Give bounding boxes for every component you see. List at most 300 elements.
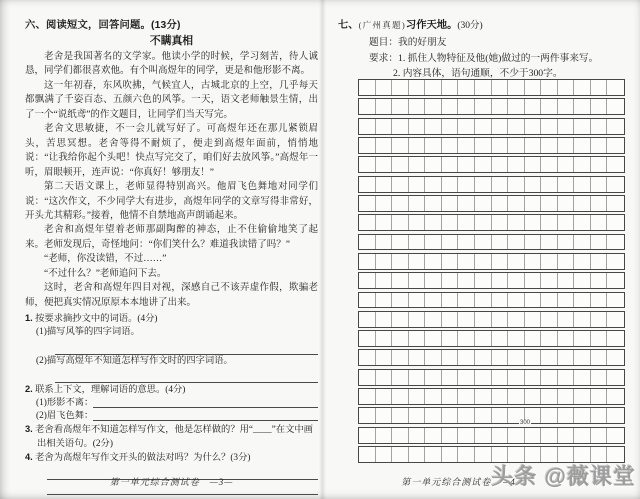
writing-grid-cell: [376, 215, 393, 230]
writing-grid-row: [358, 156, 625, 173]
writing-grid-cell: [607, 177, 624, 192]
writing-grid-cell: [458, 157, 475, 172]
writing-grid-cell: [409, 447, 426, 462]
writing-grid-cell: [574, 235, 591, 250]
writing-grid-cell: [376, 350, 393, 365]
writing-grid-cell: [359, 428, 376, 443]
writing-grid-cell: [425, 157, 442, 172]
writing-grid-cell: [508, 138, 525, 153]
writing-grid-cell: [425, 99, 442, 114]
question-2: 2. 联系上下文，理解词语的意思。(4分): [25, 383, 186, 395]
writing-grid-row: [358, 272, 625, 289]
writing-grid-cell: [376, 196, 393, 211]
writing-grid-row: [358, 349, 625, 366]
writing-grid-cell: [591, 196, 608, 211]
writing-grid-cell: [508, 273, 525, 288]
writing-grid-cell: [525, 254, 542, 269]
writing-grid-cell: [558, 331, 575, 346]
writing-grid-cell: [376, 312, 393, 327]
writing-grid-cell: [525, 428, 542, 443]
writing-grid-cell: [376, 157, 393, 172]
writing-grid-cell: [541, 370, 558, 385]
writing-grid-cell: [508, 80, 525, 95]
writing-grid-cell: [359, 447, 376, 462]
writing-grid-cell: [541, 215, 558, 230]
writing-grid-cell: [376, 408, 393, 423]
writing-grid-cell: [607, 428, 624, 443]
writing-grid: [358, 79, 625, 463]
writing-grid-cell: [525, 196, 542, 211]
writing-grid-cell: [475, 215, 492, 230]
writing-grid-cell: [492, 408, 509, 423]
writing-grid-cell: [525, 235, 542, 250]
writing-grid-cell: [558, 119, 575, 134]
writing-grid-cell: [607, 196, 624, 211]
writing-grid-cell: [359, 119, 376, 134]
writing-grid-cell: [574, 273, 591, 288]
writing-grid-cell: [574, 80, 591, 95]
question-4: 4. 老舍为高煜年写作文开头的做法对吗？为什么？(3分): [25, 451, 251, 463]
passage-paragraph: “不过什么？”老师追问下去。: [44, 268, 167, 279]
answer-blank-line: [55, 368, 318, 383]
writing-grid-cell: [541, 428, 558, 443]
writing-grid-cell: [458, 447, 475, 462]
passage-paragraph: “老师，你没读错，不过……”: [44, 254, 167, 265]
writing-grid-cell: [442, 331, 459, 346]
writing-grid-cell: [541, 235, 558, 250]
writing-grid-cell: [392, 99, 409, 114]
answer-blank-inline: [93, 410, 318, 421]
writing-grid-cell: [475, 254, 492, 269]
writing-grid-cell: [458, 254, 475, 269]
writing-grid-cell: [558, 254, 575, 269]
writing-grid-cell: [541, 157, 558, 172]
writing-grid-cell: [458, 273, 475, 288]
writing-grid-cell: [508, 254, 525, 269]
writing-grid-cell: [508, 119, 525, 134]
writing-grid-cell: [591, 80, 608, 95]
writing-grid-cell: [409, 408, 426, 423]
writing-grid-row: [358, 98, 625, 115]
writing-grid-cell: [591, 119, 608, 134]
writing-grid-cell: [425, 177, 442, 192]
writing-grid-cell: [492, 177, 509, 192]
writing-grid-cell: [392, 177, 409, 192]
writing-grid-cell: [425, 235, 442, 250]
writing-grid-cell: [558, 350, 575, 365]
page-footer-right: 第一单元综合测试卷 —4—: [401, 477, 525, 487]
writing-grid-cell: [574, 408, 591, 423]
writing-grid-cell: [359, 273, 376, 288]
writing-grid-cell: [607, 389, 624, 404]
writing-grid-cell: [591, 138, 608, 153]
writing-grid-row: [358, 311, 625, 328]
writing-grid-cell: [574, 254, 591, 269]
writing-grid-cell: [525, 293, 542, 308]
writing-grid-cell: [558, 428, 575, 443]
writing-grid-cell: [607, 215, 624, 230]
writing-grid-cell: [591, 157, 608, 172]
writing-grid-cell: [392, 254, 409, 269]
writing-grid-cell: [409, 119, 426, 134]
writing-grid-cell: [525, 157, 542, 172]
writing-grid-cell: [475, 447, 492, 462]
writing-grid-cell: [541, 273, 558, 288]
writing-grid-cell: [376, 428, 393, 443]
writing-grid-cell: [508, 215, 525, 230]
writing-grid-cell: [409, 138, 426, 153]
writing-grid-cell: [409, 196, 426, 211]
writing-grid-cell: [508, 428, 525, 443]
writing-grid-area: [358, 79, 625, 463]
writing-grid-cell: [607, 312, 624, 327]
writing-grid-cell: [607, 157, 624, 172]
writing-grid-cell: [442, 254, 459, 269]
answer-blank-inline: [93, 397, 318, 408]
writing-grid-cell: [591, 254, 608, 269]
question-1-item-1: (1)描写风筝的四字词语。: [36, 327, 140, 338]
writing-grid-cell: [525, 273, 542, 288]
writing-grid-cell: [475, 196, 492, 211]
writing-grid-cell: [492, 254, 509, 269]
writing-grid-cell: [574, 99, 591, 114]
passage-paragraph: 第二天语文课上，老师显得特别高兴。他眉飞色舞地对同学们说：“这次作文，不少同学大有进步，高煜年同学的文章写得非常好，开头尤其精彩。”接着，他情不自禁地高声朗诵起来。: [25, 182, 318, 221]
writing-grid-cell: [359, 138, 376, 153]
writing-grid-cell: [458, 138, 475, 153]
writing-grid-cell: [475, 331, 492, 346]
writing-grid-cell: [591, 408, 608, 423]
writing-grid-cell: [492, 331, 509, 346]
writing-grid-cell: [525, 119, 542, 134]
passage-paragraph: 这时，老舍和高煜年四目对视，深感自己不该弄虚作假，欺骗老师，便把真实情况原原本本地讲了出来。: [25, 283, 318, 308]
writing-grid-cell: [558, 99, 575, 114]
writing-grid-cell: [425, 80, 442, 95]
writing-grid-cell: [508, 389, 525, 404]
writing-grid-cell: [591, 331, 608, 346]
writing-grid-cell: [376, 235, 393, 250]
writing-grid-cell: [475, 119, 492, 134]
writing-grid-cell: [525, 389, 542, 404]
writing-grid-cell: [409, 177, 426, 192]
writing-grid-cell: [409, 254, 426, 269]
writing-grid-cell: [574, 370, 591, 385]
writing-grid-cell: [541, 293, 558, 308]
writing-grid-cell: [392, 293, 409, 308]
writing-grid-cell: [475, 370, 492, 385]
writing-grid-cell: [475, 389, 492, 404]
writing-grid-cell: [392, 408, 409, 423]
writing-grid-cell: [425, 196, 442, 211]
writing-grid-cell: [525, 215, 542, 230]
writing-grid-cell: [409, 99, 426, 114]
writing-grid-cell: [508, 235, 525, 250]
writing-grid-cell: [359, 235, 376, 250]
writing-grid-row: [358, 234, 625, 251]
writing-grid-cell: [425, 119, 442, 134]
writing-grid-cell: [558, 235, 575, 250]
writing-grid-cell: [574, 312, 591, 327]
composition-requirement-1: 要求：1. 抓住人物特征及他(她)做过的一两件事来写。: [369, 53, 599, 64]
writing-grid-cell: [475, 350, 492, 365]
writing-grid-cell: [475, 312, 492, 327]
writing-grid-cell: [574, 177, 591, 192]
writing-grid-cell: [409, 80, 426, 95]
writing-grid-cell: [541, 177, 558, 192]
writing-grid-cell: [425, 370, 442, 385]
writing-grid-cell: [458, 80, 475, 95]
writing-grid-cell: [558, 157, 575, 172]
writing-grid-cell: [541, 331, 558, 346]
writing-grid-cell: [425, 408, 442, 423]
writing-grid-cell: [607, 331, 624, 346]
writing-grid-row: [358, 427, 625, 444]
writing-grid-cell: [574, 138, 591, 153]
page-right: [323, 0, 640, 499]
writing-grid-cell: [475, 293, 492, 308]
writing-grid-cell: [425, 389, 442, 404]
composition-requirement-2: 2. 内容具体，语句通顺，不少于300字。: [393, 68, 563, 79]
writing-grid-cell: [492, 273, 509, 288]
section-6-heading: 六、阅读短文，回答问题。(13分): [25, 20, 181, 31]
writing-grid-row: [358, 137, 625, 154]
writing-grid-cell: [492, 119, 509, 134]
writing-grid-cell: [607, 370, 624, 385]
writing-grid-cell: [376, 80, 393, 95]
writing-grid-cell: [392, 312, 409, 327]
writing-grid-cell: [574, 293, 591, 308]
writing-grid-cell: [442, 99, 459, 114]
writing-grid-cell: [508, 370, 525, 385]
writing-grid-cell: [574, 157, 591, 172]
writing-grid-cell: [525, 99, 542, 114]
writing-grid-cell: [458, 99, 475, 114]
writing-grid-cell: [376, 254, 393, 269]
writing-grid-cell: [525, 138, 542, 153]
writing-grid-cell: [607, 99, 624, 114]
writing-grid-cell: [425, 254, 442, 269]
writing-grid-cell: [492, 428, 509, 443]
writing-grid-cell: [392, 273, 409, 288]
writing-grid-cell: [475, 157, 492, 172]
writing-grid-cell: [359, 389, 376, 404]
question-1-item-2: (2)描写高煜年不知道怎样写作文时的四字词语。: [36, 355, 233, 366]
writing-grid-cell: [409, 428, 426, 443]
writing-grid-cell: [359, 196, 376, 211]
writing-grid-cell: [359, 177, 376, 192]
writing-grid-cell: [558, 80, 575, 95]
writing-grid-cell: [442, 447, 459, 462]
writing-grid-cell: [525, 312, 542, 327]
writing-grid-cell: [392, 80, 409, 95]
writing-grid-cell: [558, 273, 575, 288]
writing-grid-cell: [458, 312, 475, 327]
page-footer-left: 第一单元综合测试卷 —3—: [109, 477, 234, 487]
writing-grid-cell: [442, 312, 459, 327]
writing-grid-cell: [492, 389, 509, 404]
writing-grid-cell: [541, 196, 558, 211]
writing-grid-cell: [359, 293, 376, 308]
writing-grid-cell: [458, 293, 475, 308]
writing-grid-cell: [558, 370, 575, 385]
writing-grid-row: [358, 388, 625, 405]
writing-grid-cell: [392, 370, 409, 385]
writing-grid-cell: [442, 177, 459, 192]
writing-grid-cell: [425, 447, 442, 462]
writing-grid-cell: [525, 177, 542, 192]
writing-grid-cell: [409, 235, 426, 250]
writing-grid-cell: [492, 312, 509, 327]
writing-grid-cell: [359, 331, 376, 346]
writing-grid-cell: [392, 119, 409, 134]
writing-grid-cell: [508, 350, 525, 365]
char-count-marker: 300: [520, 420, 531, 426]
writing-grid-cell: [359, 157, 376, 172]
writing-grid-cell: [492, 99, 509, 114]
writing-grid-cell: [376, 389, 393, 404]
writing-grid-cell: [376, 273, 393, 288]
writing-grid-cell: [458, 350, 475, 365]
writing-grid-cell: [409, 350, 426, 365]
writing-grid-cell: [492, 157, 509, 172]
writing-grid-cell: [525, 331, 542, 346]
writing-grid-cell: [392, 235, 409, 250]
writing-grid-cell: [492, 138, 509, 153]
writing-grid-row: [358, 369, 625, 386]
writing-grid-cell: [558, 312, 575, 327]
writing-grid-row: [358, 253, 625, 270]
passage-paragraph: 老舍是我国著名的文学家。他读小学的时候，学习刻苦，待人诚恳，同学们都很喜欢他。有个叫高煜年的同学，更是和他形影不离。: [25, 52, 318, 77]
writing-grid-cell: [508, 293, 525, 308]
writing-grid-cell: [458, 370, 475, 385]
passage-title: 不瞒真相: [149, 35, 194, 47]
writing-grid-cell: [558, 389, 575, 404]
writing-grid-cell: [558, 293, 575, 308]
writing-grid-cell: [376, 370, 393, 385]
section-7-heading: 七、(广州真题)习作天地。(30分): [338, 20, 483, 31]
writing-grid-cell: [508, 177, 525, 192]
writing-grid-cell: [558, 215, 575, 230]
composition-topic: 题目：我的好朋友: [369, 37, 447, 48]
writing-grid-cell: [458, 235, 475, 250]
writing-grid-cell: [591, 177, 608, 192]
writing-grid-cell: [574, 119, 591, 134]
writing-grid-cell: [541, 408, 558, 423]
writing-grid-cell: [409, 157, 426, 172]
writing-grid-cell: [607, 293, 624, 308]
question-1: 1. 按要求摘抄文中的词语。(4分): [25, 313, 158, 325]
writing-grid-row: [358, 118, 625, 135]
writing-grid-cell: [359, 99, 376, 114]
writing-grid-cell: [475, 408, 492, 423]
writing-grid-cell: [492, 215, 509, 230]
writing-grid-row: [358, 330, 625, 347]
writing-grid-cell: [409, 215, 426, 230]
writing-grid-cell: [508, 196, 525, 211]
writing-grid-cell: [508, 157, 525, 172]
question-3: 3. 老舍看高煜年不知道怎样写作文，他是怎样做的？用“____”在文中画出相关语句。(2分): [25, 424, 313, 449]
writing-grid-cell: [359, 312, 376, 327]
writing-grid-cell: [541, 350, 558, 365]
writing-grid-cell: [475, 99, 492, 114]
writing-grid-cell: [442, 80, 459, 95]
writing-grid-cell: [458, 177, 475, 192]
writing-grid-cell: [442, 293, 459, 308]
writing-grid-cell: [359, 408, 376, 423]
writing-grid-cell: [458, 389, 475, 404]
writing-grid-cell: [458, 119, 475, 134]
writing-grid-cell: [425, 215, 442, 230]
writing-grid-cell: [558, 138, 575, 153]
writing-grid-cell: [591, 370, 608, 385]
writing-grid-cell: [607, 408, 624, 423]
writing-grid-cell: [541, 254, 558, 269]
writing-grid-cell: [508, 312, 525, 327]
writing-grid-cell: [525, 370, 542, 385]
writing-grid-cell: [409, 293, 426, 308]
writing-grid-cell: [425, 331, 442, 346]
writing-grid-cell: [425, 312, 442, 327]
writing-grid-cell: [392, 196, 409, 211]
writing-grid-cell: [442, 235, 459, 250]
writing-grid-cell: [359, 254, 376, 269]
writing-grid-cell: [458, 196, 475, 211]
writing-grid-cell: [591, 389, 608, 404]
writing-grid-cell: [376, 119, 393, 134]
writing-grid-cell: [442, 215, 459, 230]
writing-grid-cell: [442, 370, 459, 385]
writing-grid-cell: [475, 235, 492, 250]
writing-grid-cell: [359, 215, 376, 230]
writing-grid-cell: [442, 389, 459, 404]
writing-grid-cell: [442, 350, 459, 365]
writing-grid-cell: [458, 428, 475, 443]
writing-grid-cell: [591, 428, 608, 443]
writing-grid-cell: [376, 99, 393, 114]
writing-grid-cell: [492, 350, 509, 365]
writing-grid-cell: [492, 235, 509, 250]
writing-grid-cell: [492, 196, 509, 211]
writing-grid-cell: [392, 215, 409, 230]
writing-grid-cell: [508, 331, 525, 346]
writing-grid-cell: [541, 119, 558, 134]
writing-grid-cell: [558, 408, 575, 423]
writing-grid-cell: [591, 293, 608, 308]
writing-grid-cell: [558, 196, 575, 211]
writing-grid-cell: [409, 273, 426, 288]
writing-grid-cell: [591, 99, 608, 114]
writing-grid-cell: [392, 389, 409, 404]
writing-grid-cell: [458, 408, 475, 423]
writing-grid-cell: [541, 312, 558, 327]
writing-grid-row: [358, 214, 625, 231]
writing-grid-cell: [376, 293, 393, 308]
page-spine-divider: [319, 0, 326, 499]
writing-grid-cell: [607, 350, 624, 365]
writing-grid-cell: [591, 273, 608, 288]
writing-grid-cell: [442, 157, 459, 172]
writing-grid-row: [358, 79, 625, 96]
writing-grid-cell: [591, 235, 608, 250]
writing-grid-cell: [376, 331, 393, 346]
writing-grid-cell: [492, 293, 509, 308]
writing-grid-cell: [607, 138, 624, 153]
writing-grid-row: [358, 292, 625, 309]
writing-grid-cell: [541, 138, 558, 153]
writing-grid-cell: [574, 196, 591, 211]
writing-grid-row: [358, 176, 625, 193]
writing-grid-cell: [442, 138, 459, 153]
writing-grid-cell: [442, 273, 459, 288]
